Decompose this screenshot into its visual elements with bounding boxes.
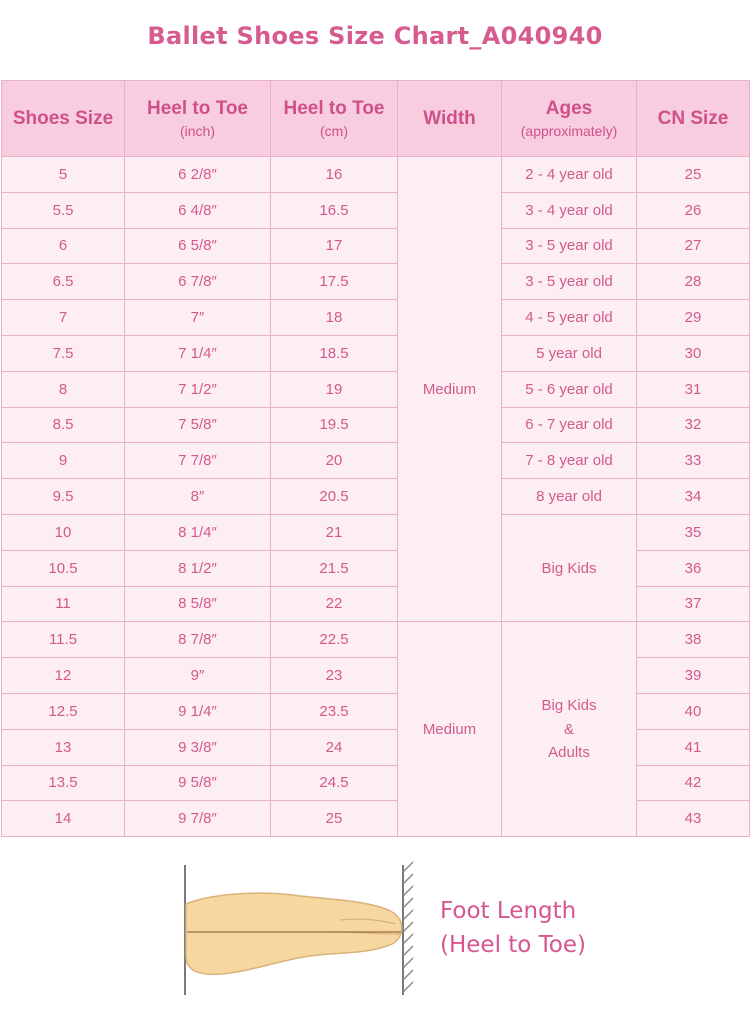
cell-cn-size: 42: [637, 765, 750, 801]
table-row: [2, 300, 750, 336]
cell-heel-toe-cm: 20.5: [271, 479, 398, 515]
table-row: [2, 371, 750, 407]
table-row: [2, 407, 750, 443]
foot-measure-icon: [170, 860, 430, 1000]
cell-heel-toe-cm: 19: [271, 371, 398, 407]
cell-cn-size: 30: [637, 335, 750, 371]
cell-heel-toe-cm: 18.5: [271, 335, 398, 371]
cell-heel-toe-cm: 24.5: [271, 765, 398, 801]
cell-ages: 3 - 5 year old: [502, 228, 637, 264]
cell-cn-size: 39: [637, 658, 750, 694]
cell-shoes-size: 8.5: [2, 407, 125, 443]
cell-shoes-size: 13: [2, 729, 125, 765]
table-row: [2, 264, 750, 300]
cell-shoes-size: 11: [2, 586, 125, 622]
cell-heel-toe-inch: 8 1/2″: [125, 550, 271, 586]
cell-heel-toe-cm: 16.5: [271, 192, 398, 228]
cell-heel-toe-cm: 18: [271, 300, 398, 336]
cell-cn-size: 32: [637, 407, 750, 443]
cell-ages: 3 - 4 year old: [502, 192, 637, 228]
cell-heel-toe-inch: 8 5/8″: [125, 586, 271, 622]
cell-width: Medium: [398, 622, 502, 837]
cell-heel-toe-inch: 8 7/8″: [125, 622, 271, 658]
header-ages: Ages (approximately): [502, 81, 637, 157]
cell-shoes-size: 7: [2, 300, 125, 336]
cell-cn-size: 25: [637, 157, 750, 193]
cell-cn-size: 41: [637, 729, 750, 765]
cell-ages: Big Kids: [502, 514, 637, 621]
cell-heel-toe-inch: 9 5/8″: [125, 765, 271, 801]
cell-ages: Big Kids & Adults: [502, 622, 637, 837]
foot-length-illustration: [0, 840, 750, 1033]
cell-heel-toe-cm: 20: [271, 443, 398, 479]
cell-shoes-size: 9.5: [2, 479, 125, 515]
cell-cn-size: 37: [637, 586, 750, 622]
cell-ages: 5 - 6 year old: [502, 371, 637, 407]
cell-heel-toe-cm: 22.5: [271, 622, 398, 658]
cell-heel-toe-inch: 7 7/8″: [125, 443, 271, 479]
table-row: [2, 335, 750, 371]
table-row: [2, 801, 750, 837]
cell-cn-size: 34: [637, 479, 750, 515]
cell-cn-size: 36: [637, 550, 750, 586]
header-heel-to-toe-cm: Heel to Toe (cm): [271, 81, 398, 157]
cell-ages: 4 - 5 year old: [502, 300, 637, 336]
cell-ages: 3 - 5 year old: [502, 264, 637, 300]
cell-ages: 2 - 4 year old: [502, 157, 637, 193]
cell-cn-size: 27: [637, 228, 750, 264]
chart-title: Ballet Shoes Size Chart_A040940: [147, 22, 603, 50]
cell-shoes-size: 9: [2, 443, 125, 479]
cell-shoes-size: 10: [2, 514, 125, 550]
cell-heel-toe-inch: 7″: [125, 300, 271, 336]
cell-shoes-size: 7.5: [2, 335, 125, 371]
cell-ages: 5 year old: [502, 335, 637, 371]
cell-heel-toe-cm: 25: [271, 801, 398, 837]
cell-heel-toe-inch: 6 7/8″: [125, 264, 271, 300]
table-row: [2, 586, 750, 622]
cell-shoes-size: 5: [2, 157, 125, 193]
cell-heel-toe-cm: 17: [271, 228, 398, 264]
foot-length-label: Foot Length: [440, 898, 577, 924]
cell-shoes-size: 6.5: [2, 264, 125, 300]
table-row: [2, 228, 750, 264]
table-row: [2, 622, 750, 658]
table-row: [2, 693, 750, 729]
cell-cn-size: 29: [637, 300, 750, 336]
table-body: [2, 157, 750, 837]
cell-cn-size: 33: [637, 443, 750, 479]
cell-shoes-size: 11.5: [2, 622, 125, 658]
cell-width: Medium: [398, 157, 502, 622]
cell-ages: 7 - 8 year old: [502, 443, 637, 479]
table-row: [2, 479, 750, 515]
heel-to-toe-label: (Heel to Toe): [440, 932, 587, 958]
cell-heel-toe-cm: 21: [271, 514, 398, 550]
cell-ages: 8 year old: [502, 479, 637, 515]
size-chart-table: [1, 80, 750, 837]
cell-heel-toe-inch: 9 1/4″: [125, 693, 271, 729]
table-row: [2, 443, 750, 479]
cell-heel-toe-cm: 21.5: [271, 550, 398, 586]
cell-shoes-size: 14: [2, 801, 125, 837]
cell-heel-toe-inch: 7 1/2″: [125, 371, 271, 407]
header-width: Width: [398, 81, 502, 157]
cell-cn-size: 43: [637, 801, 750, 837]
cell-shoes-size: 10.5: [2, 550, 125, 586]
cell-heel-toe-inch: 9″: [125, 658, 271, 694]
cell-heel-toe-inch: 8 1/4″: [125, 514, 271, 550]
table-row: [2, 514, 750, 550]
cell-shoes-size: 5.5: [2, 192, 125, 228]
header-heel-to-toe-inch: Heel to Toe (inch): [125, 81, 271, 157]
cell-heel-toe-cm: 16: [271, 157, 398, 193]
cell-heel-toe-inch: 9 3/8″: [125, 729, 271, 765]
cell-cn-size: 35: [637, 514, 750, 550]
table-row: [2, 192, 750, 228]
header-row: [2, 81, 750, 157]
cell-heel-toe-inch: 6 2/8″: [125, 157, 271, 193]
cell-cn-size: 26: [637, 192, 750, 228]
cell-heel-toe-inch: 6 4/8″: [125, 192, 271, 228]
cell-heel-toe-inch: 7 1/4″: [125, 335, 271, 371]
table-row: [2, 550, 750, 586]
cell-shoes-size: 12.5: [2, 693, 125, 729]
header-shoes-size: Shoes Size: [2, 81, 125, 157]
table-row: [2, 765, 750, 801]
cell-heel-toe-cm: 19.5: [271, 407, 398, 443]
cell-heel-toe-cm: 17.5: [271, 264, 398, 300]
cell-heel-toe-inch: 8″: [125, 479, 271, 515]
cell-heel-toe-cm: 23.5: [271, 693, 398, 729]
cell-shoes-size: 12: [2, 658, 125, 694]
cell-cn-size: 28: [637, 264, 750, 300]
cell-cn-size: 40: [637, 693, 750, 729]
cell-heel-toe-inch: 7 5/8″: [125, 407, 271, 443]
cell-heel-toe-cm: 24: [271, 729, 398, 765]
cell-heel-toe-cm: 22: [271, 586, 398, 622]
cell-shoes-size: 13.5: [2, 765, 125, 801]
cell-heel-toe-inch: 6 5/8″: [125, 228, 271, 264]
cell-heel-toe-inch: 9 7/8″: [125, 801, 271, 837]
table-row: [2, 658, 750, 694]
header-cn-size: CN Size: [637, 81, 750, 157]
cell-cn-size: 38: [637, 622, 750, 658]
cell-shoes-size: 8: [2, 371, 125, 407]
cell-ages: 6 - 7 year old: [502, 407, 637, 443]
cell-shoes-size: 6: [2, 228, 125, 264]
table-row: [2, 729, 750, 765]
cell-cn-size: 31: [637, 371, 750, 407]
cell-heel-toe-cm: 23: [271, 658, 398, 694]
table-row: [2, 157, 750, 193]
